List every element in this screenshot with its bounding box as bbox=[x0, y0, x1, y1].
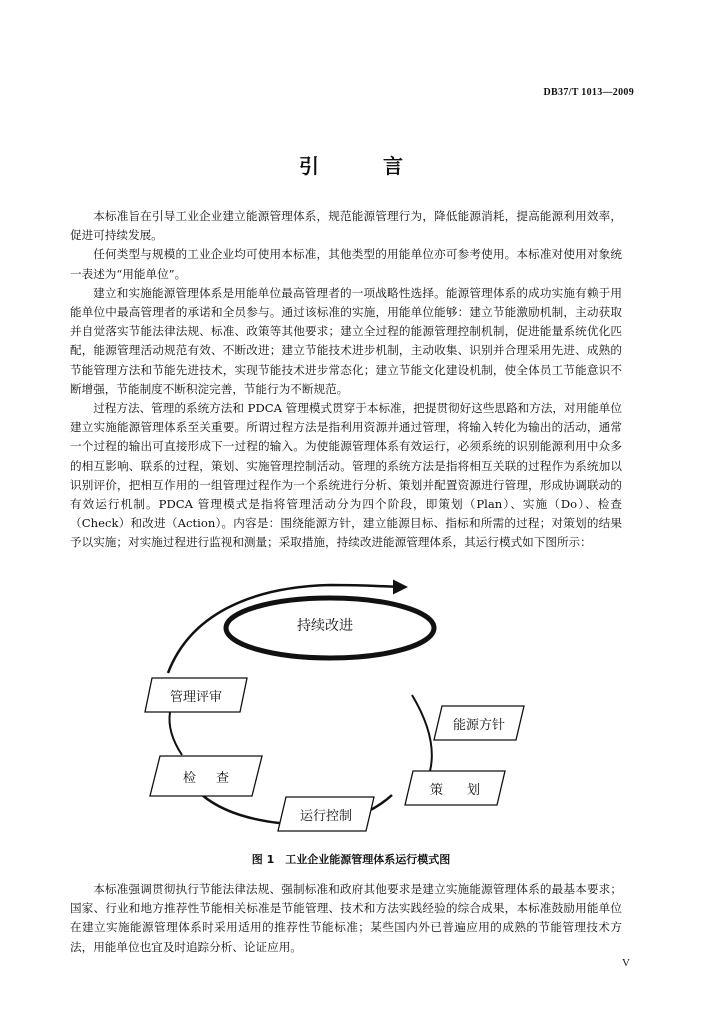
energy-management-cycle-figure bbox=[130, 575, 590, 845]
energy-policy-label: 能源方针 bbox=[452, 717, 505, 733]
paragraph: 建立和实施能源管理体系是用能单位最高管理者的一项战略性选择。能源管理体系的成功实施有赖于用能单位中最高管理者的承诺和全员参与。通过该标准的实施，用能单位能够：建立节能激励机制，主动获取并自觉落实节能法律法规、标准、政策等其他要求；建立全过程的能源管理控制机制，促进能量系统优化匹配，能源管理活动规范有效、不断改进；建立节能技术进步机制，主动收集、识别并合理采用先进、成熟的节能管理方法和节能先进技术，实现节能技术进步常态化；建立节能文化建设机制，使全体员工节能意识不断增强，节能制度不断积淀完善，节能行为不断规范。 bbox=[70, 285, 622, 396]
closing-body bbox=[70, 880, 622, 957]
planning-label: 策划 bbox=[429, 782, 504, 798]
check-label: 检查 bbox=[182, 770, 249, 786]
introduction-body bbox=[70, 207, 622, 553]
figure-caption: 图 1 工业企业能源管理体系运行模式图 bbox=[251, 853, 451, 866]
paragraph: 任何类型与规模的工业企业均可使用本标准，其他类型的用能单位亦可参考使用。本标准对使用对象统一表述为“用能单位”。 bbox=[70, 247, 622, 281]
page-number: V bbox=[622, 957, 630, 969]
paragraph: 本标准强调贯彻执行节能法律法规、强制标准和政府其他要求是建立实施能源管理体系的最基本要求；国家、行业和地方推荐性节能相关标准是节能管理、技术和方法实践经验的综合成果，本标准鼓励用能单位在建立实施能源管理体系时采用适用的推荐性节能标准；某些国内外已普遍应用的成熟的节能管理技术方法，用能单位也宜及时追踪分析、论证应用。 bbox=[70, 882, 622, 954]
operational-control-label: 运行控制 bbox=[299, 808, 352, 824]
paragraph: 本标准旨在引导工业企业建立能源管理体系，规范能源管理行为，降低能源消耗，提高能源利用效率，促进可持续发展。 bbox=[70, 209, 622, 243]
page-title: 引 言 bbox=[299, 154, 425, 178]
standard-code: DB37/T 1013—2009 bbox=[543, 87, 634, 98]
continual-improvement-label: 持续改进 bbox=[297, 618, 353, 634]
paragraph: 过程方法、管理的系统方法和 PDCA 管理模式贯穿于本标准，把提贯彻好这些思路和方法，对用能单位建立实施能源管理体系至关重要。所谓过程方法是指利用资源并通过管理，将输入转化为输出的活动，通常一个过程的输出可直接形成下一过程的输入。为使能源管理体系有效运行，必须系统的识别能源利用中众多的相互影响、联系的过程，策划、实施管理控制活动。管理的系统方法是指将相互关联的过程作为系统加以识别评价，把相互作用的一组管理过程作为一个系统进行分析、策划并配置资源进行管理，形成协调联动的有效运行机制。PDCA 管理模式是指将管理活动分为四个阶段，即策划（Plan）、实施（Do）、检查（Check）和改进（Action）。内容是：围绕能源方针，建立能源目标、指标和所需的过程；对策划的结果予以实施；对实施过程进行监视和测量；采取措施，持续改进能源管理体系，其运行模式如下图所示： bbox=[70, 401, 622, 550]
policy-to-plan-arc bbox=[412, 695, 432, 771]
check-to-review-arc bbox=[170, 712, 183, 755]
management-review-label: 管理评审 bbox=[169, 689, 222, 705]
